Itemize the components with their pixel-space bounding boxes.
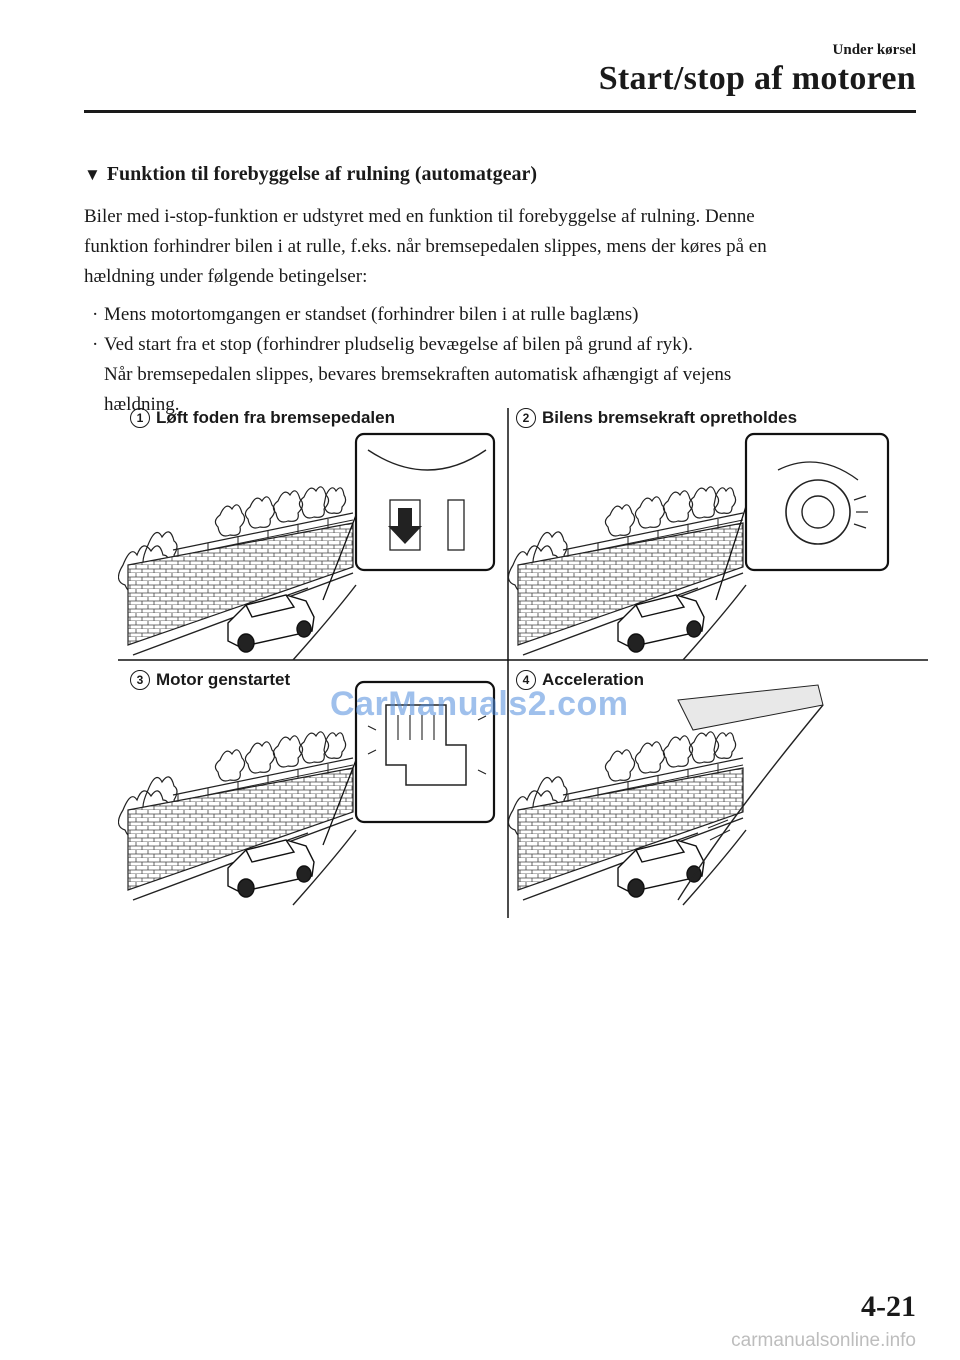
continuation-line: Når bremsepedalen slippes, bevares bremsekraften automatisk afhængigt af vejens (104, 364, 732, 385)
paragraph-line: hældning under følgende betingelser: (84, 266, 368, 287)
triangle-marker-icon: ▼ (84, 165, 101, 184)
caption-text: Acceleration (542, 670, 645, 689)
chapter-title: Under kørsel (832, 42, 916, 58)
bullet-dot: · (92, 334, 99, 355)
panel-1-scene (118, 434, 494, 660)
bullet-text: Mens motortomgangen er standset (forhindrer bilen i at rulle baglæns) (104, 304, 639, 325)
bullet-item (92, 330, 693, 360)
hill-start-illustration (118, 400, 928, 920)
paragraph-line: funktion forhindrer bilen i at rulle, f.eks. når bremsepedalen slippes, mens der køres på en (84, 236, 767, 257)
bullet-item (92, 300, 639, 330)
watermark: CarManuals2.com (330, 685, 629, 723)
caption-text: Motor genstartet (156, 670, 291, 689)
bullet-dot: · (92, 304, 99, 325)
paragraph-line: Biler med i-stop-funktion er udstyret med en funktion til forebyggelse af rulning. Denne (84, 206, 755, 227)
caption-text: Løft foden fra bremsepedalen (156, 408, 395, 427)
step-number-badge: 2 (516, 408, 536, 428)
section-heading-text: Funktion til forebyggelse af rulning (automatgear) (106, 163, 537, 185)
header-rule (84, 110, 916, 113)
page-title: Start/stop af motoren (598, 60, 916, 97)
section-heading (84, 163, 537, 186)
step-number-badge: 3 (130, 670, 150, 690)
page-number: 4-21 (861, 1290, 916, 1323)
footer-watermark: carmanualsonline.info (731, 1330, 916, 1351)
step-number-badge: 1 (130, 408, 150, 428)
caption-text: Bilens bremsekraft opretholdes (542, 408, 798, 427)
continuation-line: hældning. (104, 394, 180, 415)
panel-2-scene (508, 434, 888, 660)
bullet-text: Ved start fra et stop (forhindrer pludselig bevægelse af bilen på grund af ryk). (104, 334, 693, 355)
step-number-badge: 4 (516, 670, 536, 690)
